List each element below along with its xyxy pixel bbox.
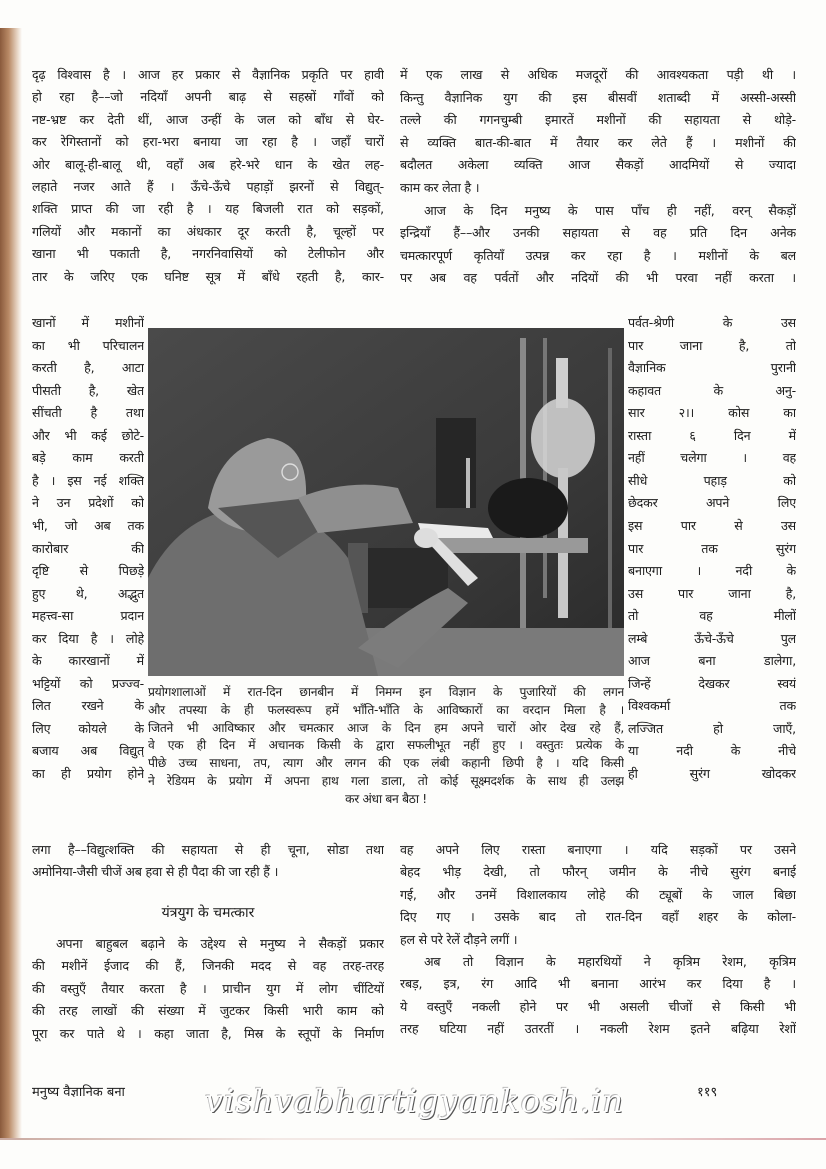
text-line: लज्जित हो जाएँ,	[628, 720, 796, 736]
text-line: बनाएगा । नदी के	[628, 563, 796, 579]
book-spine-shadow	[0, 28, 22, 1138]
text-line: लम्बे ऊँचे-ऊँचे पुल	[628, 630, 796, 646]
text-line: पार तक सुरंग	[628, 540, 796, 556]
text-line: लहाते नजर आते हैं । ऊँचे-ऊँचे पहाड़ों झरनों से विद्युत्-	[32, 179, 384, 194]
text-line: सींचती है तथा	[32, 405, 144, 421]
text-line: इन्द्रियाँ हैं––और उनकी सहायता से वह प्रति दिन अनेक	[400, 225, 796, 241]
text-line: बजाय अब विद्युत्	[32, 743, 144, 759]
text-line: और भी कई छोटे-	[32, 427, 144, 443]
text-line: महत्त्व-सा प्रदान	[32, 608, 144, 624]
text-line: रबड़, इत्र, रंग आदि भी बनाना आरंभ कर दिया है ।	[400, 976, 796, 992]
text-line: आज के दिन मनुष्य के पास पाँच ही नहीं, वरन् सैकड़ों	[424, 202, 796, 218]
text-line: खानों में मशीनों	[32, 315, 144, 330]
text-line: बदौलत अकेला व्यक्ति आज सैकड़ों आदमियों से ज्यादा	[400, 157, 796, 173]
text-line: का ही प्रयोग होने	[32, 766, 144, 781]
text-line: भट्टियों को प्रज्ज्व-	[32, 675, 144, 691]
text-line: की वस्तुएँ तैयार करता है । प्राचीन युग में लोग चींटियों	[32, 980, 384, 996]
text-line: किन्तु वैज्ञानिक युग की इस बीसवीं शताब्दी में अस्सी-अस्सी	[400, 89, 796, 105]
text-line: ही सुरंग खोदकर	[628, 766, 796, 781]
text-line: दिए गए । उसके बाद तो रात-दिन वहाँ शहर के कोला-	[400, 909, 796, 925]
running-title: मनुष्य वैज्ञानिक बना	[32, 1085, 125, 1100]
text-line: लिए कोयले के	[32, 720, 144, 736]
text-line: चमत्कारपूर्ण कृतियाँ उत्पन्न कर रहा है । मशीनों के बल	[400, 247, 796, 263]
text-line: पार जाना है, तो	[628, 337, 796, 353]
text-line: में एक लाख से अधिक मजदूरों की आवश्यकता पड़ी थी ।	[400, 67, 796, 82]
page-bottom-edge	[0, 1138, 826, 1140]
text-line: अब तो विज्ञान के महारथियों ने कृत्रिम रेशम, कृत्रिम	[424, 954, 796, 969]
text-line: बड़े काम करती	[32, 450, 144, 466]
text-line: कारोबार की	[32, 540, 144, 556]
caption-line: और तपस्या के ही फलस्वरूप हमें भाँति-भाँति के आविष्कारों का वरदान मिला है ।	[148, 702, 624, 717]
text-line: कर रेगिस्तानों को हरा-भरा बनाया जा रहा है । जहाँ चारों	[32, 134, 384, 150]
text-line: गई, और उनमें विशालकाय लोहे की ट्यूबों के जाल बिछा	[400, 886, 796, 902]
text-line: नष्ट-भ्रष्ट कर देती थीं, आज उन्हीं के जल को बाँध से घेर-	[32, 111, 384, 127]
text-line: है । इस नई शक्ति	[32, 472, 144, 488]
text-line: पर अब वह पर्वतों और नदियों की भी परवा नहीं करता ।	[400, 270, 796, 286]
text-line: काम कर लेता है ।	[400, 180, 480, 195]
text-line: इस पार से उस	[628, 517, 796, 533]
scientist-photo-illustration	[148, 328, 624, 676]
text-line: पर्वत-श्रेणी के उस	[628, 315, 796, 330]
text-line: नहीं चलेगा । वह	[628, 450, 796, 466]
text-line: अपना बाहुबल बढ़ाने के उद्देश्य से मनुष्य ने सैकड़ों प्रकार	[56, 936, 384, 951]
text-line: वह अपने लिए रास्ता बनाएगा । यदि सड़कों पर उसने	[400, 842, 796, 857]
text-line: करती है, आटा	[32, 360, 144, 376]
text-line: दृढ़ विश्वास है । आज हर प्रकार से वैज्ञानिक प्रकृति पर हावी	[32, 67, 384, 82]
text-line: रास्ता ६ दिन में	[628, 427, 796, 443]
text-line: ने उन प्रदेशों को	[32, 495, 144, 511]
text-line: दृष्टि से पिछड़े	[32, 563, 144, 579]
text-line: आज बना डालेगा,	[628, 653, 796, 669]
text-line: की तरह लाखों की संख्या में जुटकर किसी भारी काम को	[32, 1003, 384, 1019]
text-line: अमोनिया-जैसी चीजें अब हवा से ही पैदा की जा रही हैं ।	[32, 864, 279, 880]
text-line: विश्वकर्मा तक	[628, 698, 796, 714]
lab-photograph	[148, 328, 624, 676]
text-line: ओर बालू-ही-बालू थी, वहाँ अब हरे-भरे धान के खेत लह-	[32, 156, 384, 172]
text-line: शक्ति प्राप्त की जा रही है । यह बिजली रात को सड़कों,	[32, 201, 384, 217]
text-line: हल से परे रेलें दौड़ने लगीं ।	[400, 931, 518, 947]
text-line: गलियों और मकानों का अंधकार दूर करती है, चूल्हों पर	[32, 223, 384, 239]
section-heading: यंत्रयुग के चमत्कार	[161, 905, 255, 921]
text-line: तल्ले की गगनचुम्बी इमारतें मशीनों की सहायता से थोड़े-	[400, 112, 796, 128]
text-line: भी, जो अब तक	[32, 517, 144, 533]
caption-line: वे एक ही दिन में अचानक किसी के द्वारा सफलीभूत नहीं हुए । वस्तुतः प्रत्येक के	[148, 738, 624, 753]
text-line: खाना भी पकाती है, नगरनिवासियों को टेलीफोन और	[32, 246, 384, 262]
text-line: लगा है––विद्युत्शक्ति की सहायता से ही चूना, सोडा तथा	[32, 842, 384, 857]
text-line: या नदी के नीचे	[628, 743, 796, 759]
caption-line: कर अंधा बन बैठा !	[345, 791, 427, 806]
text-line: पूरा कर पाते थे । कहा जाता है, मिस्र के स्तूपों के निर्माण	[32, 1025, 384, 1041]
caption-line: प्रयोगशालाओं में रात-दिन छानबीन में निमग्न इन विज्ञान के पुजारियों की लगन	[148, 685, 624, 699]
text-line: के कारखानों में	[32, 653, 144, 669]
text-line: वैज्ञानिक पुरानी	[628, 360, 796, 376]
text-line: हुए थे, अद्भुत	[32, 585, 144, 601]
text-line: पीसती है, खेत	[32, 382, 144, 398]
text-line: तो वह मीलों	[628, 608, 796, 624]
text-line: हो रहा है––जो नदियाँ अपनी बाढ़ से सहस्रों गाँवों को	[32, 89, 384, 105]
text-line: तार के जरिए एक घनिष्ट सूत्र में बाँधे रहती है, कार-	[32, 268, 384, 284]
text-line: तरह घटिया नहीं उतरतीं । नकली रेशम इतने बढ़िया रेशों	[400, 1021, 796, 1037]
text-line: उस पार जाना है,	[628, 585, 796, 601]
caption-line: पीछे उच्च साधना, तप, त्याग और लगन की एक लंबी कहानी छिपी है । यदि किसी	[148, 756, 624, 771]
text-line: का भी परिचालन	[32, 337, 144, 353]
text-line: छेदकर अपने लिए	[628, 495, 796, 511]
caption-line: ने रेडियम के प्रयोग में अपना हाथ गला डाला, तो कोई सूक्ष्मदर्शक के साथ ही उलझ	[148, 774, 624, 788]
text-line: कर दिया है । लोहे	[32, 630, 144, 646]
text-line: बेहद भीड़ देखी, तो फौरन् जमीन के नीचे सुरंग बनाई	[400, 864, 796, 880]
text-line: कहावत के अनु-	[628, 382, 796, 398]
text-line: लित रखने के	[32, 698, 144, 714]
page-number: ११९	[697, 1085, 718, 1100]
text-line: सार २।। कोस का	[628, 405, 796, 421]
text-line: ये वस्तुएँ नकली होने पर भी असली चीजों से किसी भी	[400, 998, 796, 1014]
text-line: जिन्हें देखकर स्वयं	[628, 675, 796, 691]
text-line: सीधे पहाड़ को	[628, 472, 796, 488]
text-line: से व्यक्ति बात-की-बात में तैयार कर लेते हैं । मशीनों की	[400, 134, 796, 150]
watermark-text: vishvabhartigyankosh.in	[205, 1082, 625, 1120]
caption-line: जितने भी आविष्कार और चमत्कार आज के दिन हम अपने चारों ओर देख रहे हैं,	[148, 720, 624, 735]
text-line: की मशीनें ईजाद की हैं, जिनकी मदद से वह तरह-तरह	[32, 958, 384, 974]
